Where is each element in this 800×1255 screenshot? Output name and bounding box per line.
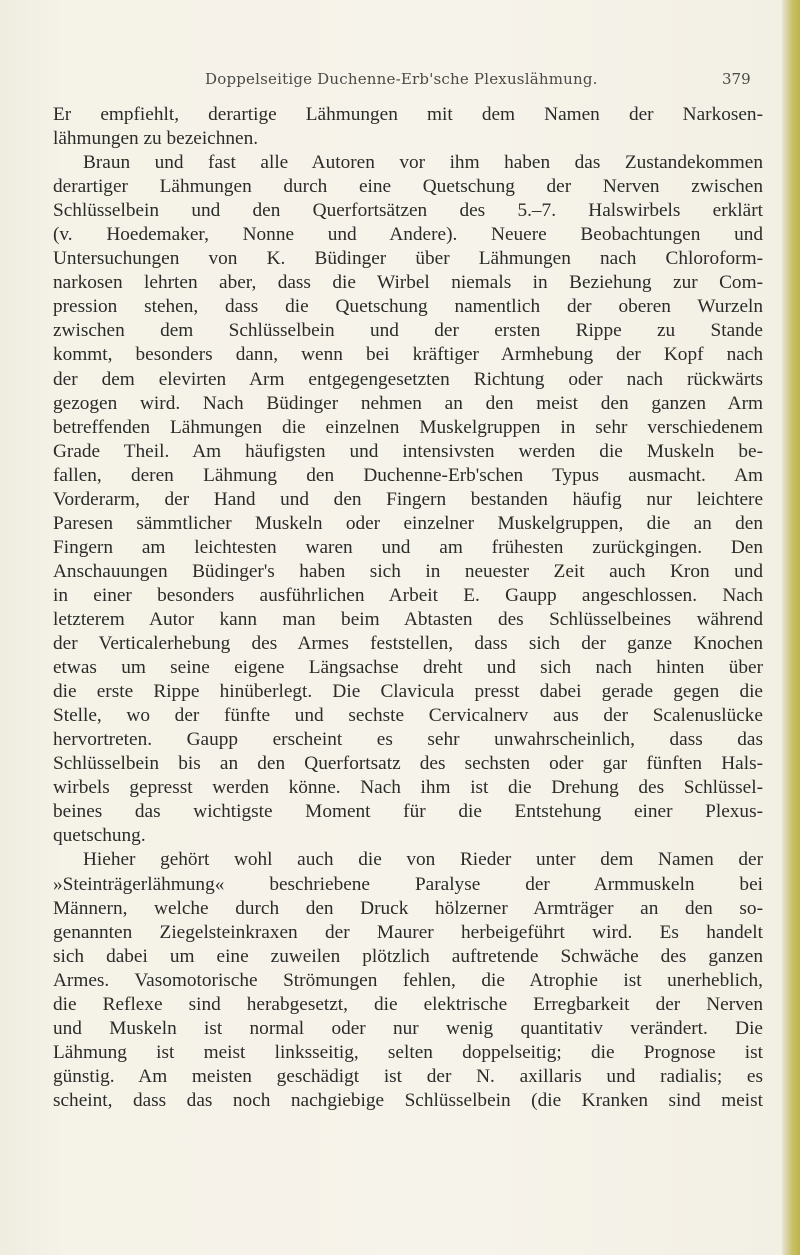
text-line: Grade Theil. Am häufigsten und intensivsten werden die Muskeln be- bbox=[53, 440, 763, 462]
text-line: gezogen wird. Nach Büdinger nehmen an den meist den ganzen Arm bbox=[53, 392, 763, 414]
text-line: Männern, welche durch den Druck hölzerner Armträger an den so- bbox=[53, 897, 763, 919]
text-line: kommt, besonders dann, wenn bei kräftiger Armhebung der Kopf nach bbox=[53, 344, 763, 366]
text-line: wirbels gepresst werden könne. Nach ihm ist die Drehung des Schlüssel- bbox=[53, 777, 763, 799]
text-line: beines das wichtigste Moment für die Entstehung einer Plexus- bbox=[53, 801, 763, 823]
text-line: derartiger Lähmungen durch eine Quetschung der Nerven zwischen bbox=[53, 176, 763, 198]
text-line: Er empfiehlt, derartige Lähmungen mit dem Namen der Narkosen- bbox=[53, 104, 763, 125]
text-line: Vorderarm, der Hand und den Fingern bestanden häufig nur leichtere bbox=[53, 488, 763, 510]
text-line: die erste Rippe hinüberlegt. Die Clavicula presst dabei gerade gegen die bbox=[53, 681, 763, 703]
text-line: in einer besonders ausführlichen Arbeit E. Gaupp angeschlossen. Nach bbox=[53, 584, 763, 606]
text-line: Fingern am leichtesten waren und am frühesten zurückgingen. Den bbox=[53, 536, 763, 558]
text-line: Paresen sämmtlicher Muskeln oder einzelner Muskelgruppen, die an den bbox=[53, 512, 763, 534]
text-line: narkosen lehrten aber, dass die Wirbel niemals in Beziehung zur Com- bbox=[53, 272, 763, 294]
body-text bbox=[53, 103, 763, 1113]
text-line: quetschung. bbox=[53, 825, 146, 847]
text-line: Hieher gehört wohl auch die von Rieder unter dem Namen der bbox=[83, 849, 763, 871]
text-line: Schlüsselbein bis an den Querfortsatz des sechsten oder gar fünften Hals- bbox=[53, 753, 763, 775]
text-line: der dem elevirten Arm entgegengesetzten Richtung oder nach rückwärts bbox=[53, 368, 763, 390]
page-number: 379 bbox=[722, 70, 751, 88]
text-line: und Muskeln ist normal oder nur wenig quantitativ verändert. Die bbox=[53, 1017, 763, 1039]
text-line: sich dabei um eine zuweilen plötzlich auftretende Schwäche des ganzen bbox=[53, 945, 763, 967]
running-title: Doppelseitige Duchenne-Erb'sche Plexuslähmung. bbox=[205, 70, 598, 88]
text-line: Lähmung ist meist linksseitig, selten doppelseitig; die Prognose ist bbox=[53, 1041, 763, 1063]
text-line: »Steinträgerlähmung« beschriebene Paralyse der Armmuskeln bei bbox=[53, 873, 763, 895]
text-line: letzterem Autor kann man beim Abtasten des Schlüsselbeines während bbox=[53, 608, 763, 630]
text-line: genannten Ziegelsteinkraxen der Maurer herbeigeführt wird. Es handelt bbox=[53, 921, 763, 943]
text-line: günstig. Am meisten geschädigt ist der N. axillaris und radialis; es bbox=[53, 1065, 763, 1087]
text-line: Untersuchungen von K. Büdinger über Lähmungen nach Chloroform- bbox=[53, 248, 763, 270]
text-line: Armes. Vasomotorische Strömungen fehlen, die Atrophie ist unerheblich, bbox=[53, 969, 763, 991]
text-line: (v. Hoedemaker, Nonne und Andere). Neuere Beobachtungen und bbox=[53, 224, 763, 246]
text-line: pression stehen, dass die Quetschung namentlich der oberen Wurzeln bbox=[53, 296, 763, 318]
text-line: lähmungen zu bezeichnen. bbox=[53, 128, 259, 150]
page-edge bbox=[782, 0, 800, 1255]
text-line: etwas um seine eigene Längsachse dreht und sich nach hinten über bbox=[53, 657, 763, 679]
text-line: Schlüsselbein und den Querfortsätzen des 5.–7. Halswirbels erklärt bbox=[53, 200, 763, 222]
text-line: fallen, deren Lähmung den Duchenne-Erb'schen Typus ausmacht. Am bbox=[53, 464, 763, 486]
text-line: Braun und fast alle Autoren vor ihm haben das Zustandekommen bbox=[83, 152, 763, 174]
text-line: betreffenden Lähmungen die einzelnen Muskelgruppen in sehr verschiedenem bbox=[53, 416, 763, 438]
text-line: Stelle, wo der fünfte und sechste Cervicalnerv aus der Scalenuslücke bbox=[53, 705, 763, 727]
text-line: Anschauungen Büdinger's haben sich in neuester Zeit auch Kron und bbox=[53, 560, 763, 582]
text-line: zwischen dem Schlüsselbein und der ersten Rippe zu Stande bbox=[53, 320, 763, 342]
text-line: der Verticalerhebung des Armes feststellen, dass sich der ganze Knochen bbox=[53, 633, 763, 655]
text-line: scheint, dass das noch nachgiebige Schlüsselbein (die Kranken sind meist bbox=[53, 1089, 763, 1111]
text-line: die Reflexe sind herabgesetzt, die elektrische Erregbarkeit der Nerven bbox=[53, 993, 763, 1015]
text-line: hervortreten. Gaupp erscheint es sehr unwahrscheinlich, dass das bbox=[53, 729, 763, 751]
page-header bbox=[0, 70, 800, 94]
